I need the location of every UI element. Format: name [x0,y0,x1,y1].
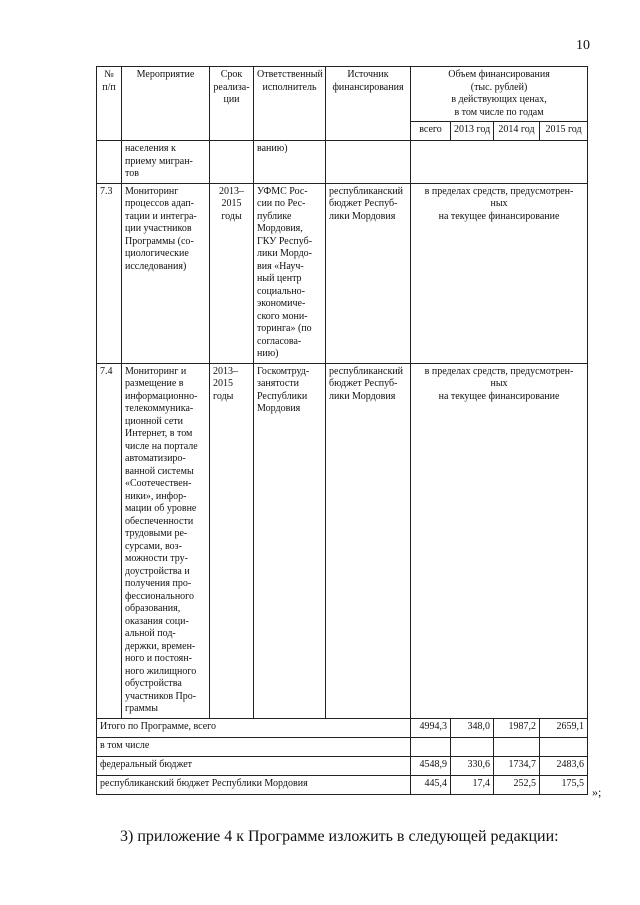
total-value [540,737,588,756]
table-row [97,141,588,184]
row-funding: в пределах средств, предусмотрен- ных на текущее финансирование [411,363,588,718]
row-term [210,141,254,184]
table-row [97,183,588,363]
total-row [97,718,588,737]
header-responsible: Ответственный исполнитель [254,67,326,141]
row-event: населения к приему мигран- тов [122,141,210,184]
header-funding: Объем финансирования (тыс. рублей) в действующих ценах, в том числе по годам [411,67,588,122]
row-source [326,141,411,184]
total-value: 17,4 [451,775,494,794]
total-row [97,737,588,756]
total-value: 4548,9 [411,756,451,775]
total-value: 348,0 [451,718,494,737]
total-row [97,756,588,775]
row-term: 2013– 2015 годы [210,183,254,363]
row-num [97,141,122,184]
row-funding [411,141,588,184]
total-value [494,737,540,756]
total-value: 330,6 [451,756,494,775]
row-responsible: ванию) [254,141,326,184]
row-source: республиканский бюджет Респуб- лики Мордовия [326,183,411,363]
row-source: республиканский бюджет Респуб- лики Мордовия [326,363,411,718]
closing-quote-mark: »; [592,785,602,799]
row-term: 2013– 2015 годы [210,363,254,718]
header-term: Срок реализа- ции [210,67,254,141]
header-event: Мероприятие [122,67,210,141]
closing-paragraph: 3) приложение 4 к Программе изложить в следующей редакции: [120,828,559,845]
row-funding: в пределах средств, предусмотрен- ных на текущее финансирование [411,183,588,363]
total-value: 445,4 [411,775,451,794]
total-label: Итого по Программе, всего [97,718,411,737]
total-label: в том числе [97,737,411,756]
total-value: 2483,6 [540,756,588,775]
header-2013: 2013 год [451,122,494,141]
total-value: 1987,2 [494,718,540,737]
total-value [451,737,494,756]
header-num: № п/п [97,67,122,141]
row-event: Мониторинг и размещение в информационно- телекоммуника- ционной сети Интернет, в том числе на портале автоматизиро- ванной системы «Соотечествен- ники», инфор- мации об уровне обеспеченности трудовыми ре- сурсами, воз- можности тру- доустройства и получения про- фессионального образования, оказания соци- альной под- держки, времен- ного и постоян- ного жилищного обустройства участников Про- граммы [122,363,210,718]
page-number: 10 [576,38,590,53]
total-value: 2659,1 [540,718,588,737]
table-row [97,363,588,718]
total-value: 175,5 [540,775,588,794]
header-source: Источник финансирования [326,67,411,141]
total-value: 4994,3 [411,718,451,737]
row-num: 7.4 [97,363,122,718]
total-value [411,737,451,756]
row-responsible: Госкомтруд- занятости Республики Мордовия [254,363,326,718]
program-table [96,66,588,795]
row-responsible: УФМС Рос- сии по Рес- публике Мордовия, ГКУ Респуб- лики Мордо- вия «Науч- ный центр социально- экономиче- ского мони- торинга» (по согласова- нию) [254,183,326,363]
row-num: 7.3 [97,183,122,363]
header-2014: 2014 год [494,122,540,141]
total-value: 252,5 [494,775,540,794]
total-row [97,775,588,794]
header-total: всего [411,122,451,141]
header-2015: 2015 год [540,122,588,141]
total-value: 1734,7 [494,756,540,775]
total-label: республиканский бюджет Республики Мордовия [97,775,411,794]
total-label: федеральный бюджет [97,756,411,775]
row-event: Мониторинг процессов адап- тации и интегра- ции участников Программы (со- циологические исследования) [122,183,210,363]
